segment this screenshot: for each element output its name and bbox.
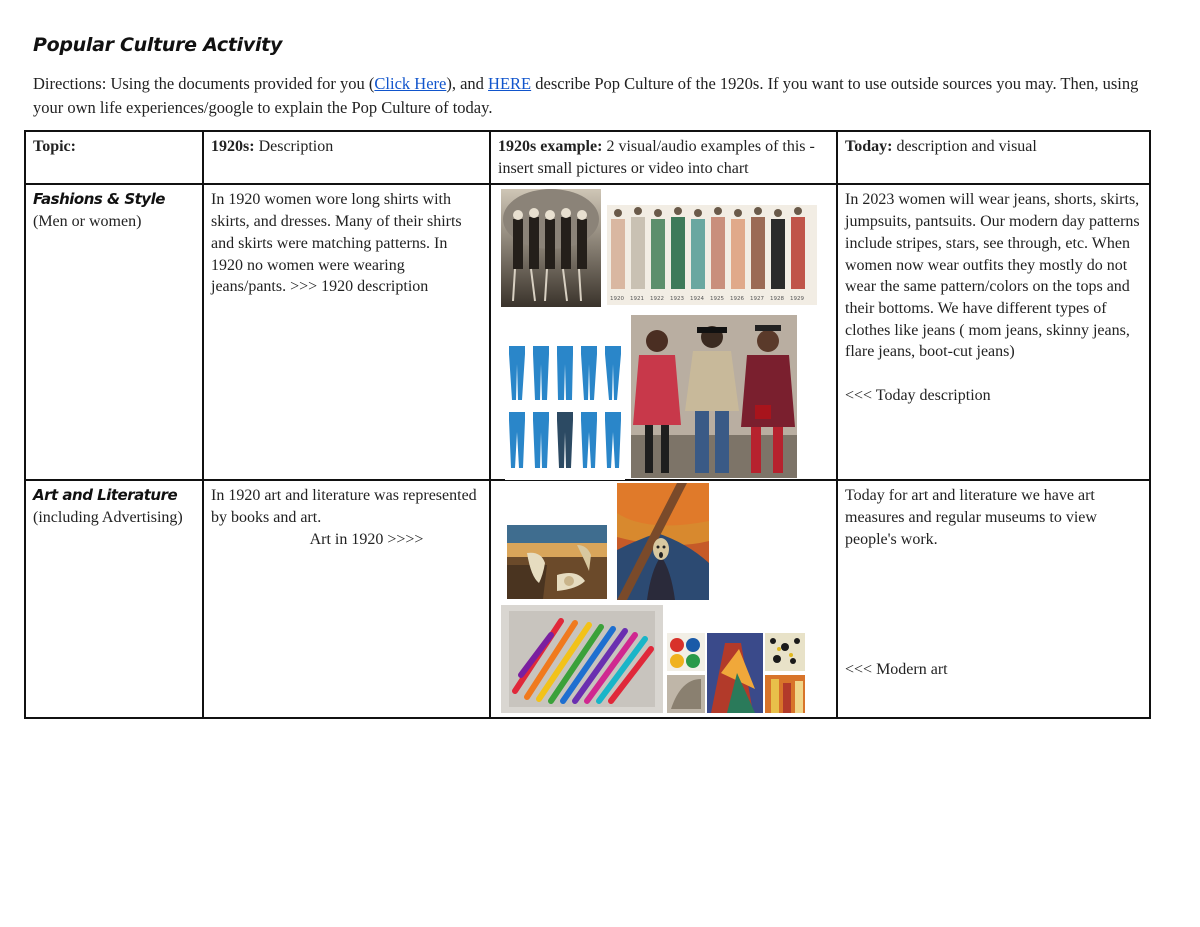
art-today-desc: Today for art and literature we have art measures and regular museums to view people's work. bbox=[845, 487, 1097, 548]
header-1920s-rest: Description bbox=[254, 138, 334, 155]
page-title: Popular Culture Activity bbox=[33, 34, 283, 56]
timeline-year-label: 1921 bbox=[630, 296, 644, 303]
art-1920-note: Art in 1920 >>>> bbox=[309, 530, 424, 548]
fashion-today-note: <<< Today description bbox=[845, 386, 991, 404]
timeline-year-label: 1924 bbox=[690, 296, 704, 303]
fashion-topic-sub: (Men or women) bbox=[33, 213, 142, 231]
scream-painting bbox=[617, 483, 709, 600]
header-today-rest: description and visual bbox=[892, 138, 1037, 155]
header-example-rest: 2 visual/audio examples of this - insert small pictures or video into chart bbox=[498, 138, 815, 177]
modern-outfits-photo bbox=[631, 315, 797, 478]
colorful-abstract-art bbox=[501, 605, 663, 713]
directions-text bbox=[33, 72, 1168, 120]
directions-part3: describe Pop Culture of the 1920s. If you want to use outside sources you may. Then, using your own life experiences/google to explain the Pop Culture of today. bbox=[33, 74, 1139, 117]
header-today bbox=[837, 131, 1150, 184]
timeline-year-label: 1923 bbox=[670, 296, 684, 303]
header-topic-label: Topic: bbox=[33, 138, 76, 155]
directions-part1: Directions: Using the documents provided for you ( bbox=[33, 74, 375, 93]
header-1920s-example bbox=[490, 131, 837, 184]
header-example-label: 1920s example: bbox=[498, 138, 603, 155]
timeline-year-label: 1922 bbox=[650, 296, 664, 303]
fashion-topic-title: Fashions & Style bbox=[33, 190, 165, 209]
table-row-art bbox=[25, 480, 1150, 718]
art-topic-cell bbox=[25, 480, 203, 718]
activity-table bbox=[24, 130, 1151, 719]
modern-art-collage bbox=[667, 633, 805, 713]
timeline-year-label: 1929 bbox=[790, 296, 804, 303]
table-row-fashion bbox=[25, 184, 1150, 480]
header-1920s-description bbox=[203, 131, 490, 184]
art-1920-desc: In 1920 art and literature was represented by books and art. bbox=[211, 487, 477, 527]
timeline-year-label: 1928 bbox=[770, 296, 784, 303]
timeline-year-label: 1925 bbox=[710, 296, 724, 303]
timeline-year-label: 1927 bbox=[750, 296, 764, 303]
fashion-today-desc: In 2023 women will wear jeans, shorts, skirts, jumpsuits, pantsuits. Our modern day patterns include stripes, stars, see through, etc. When women now wear outfits they mostly do not wear the same pattern/colors on the tops and their bottoms. We have different types of clothes like jeans ( mom jeans, skinny jeans, flare jeans, boot-cut jeans) bbox=[845, 191, 1140, 361]
flapper-dancers-photo bbox=[501, 189, 601, 307]
art-today-note: <<< Modern art bbox=[845, 660, 948, 678]
directions-part2: ), and bbox=[446, 74, 489, 93]
fashion-1920-desc: In 1920 women wore long shirts with skirts, and dresses. Many of their shirts and skirts were matching patterns. In 1920 no women were wearing jeans/pants. >>> 1920 description bbox=[211, 191, 462, 296]
header-today-label: Today: bbox=[845, 138, 893, 155]
art-today-cell bbox=[837, 480, 1150, 718]
art-topic-sub: (including Advertising) bbox=[33, 509, 183, 527]
table-header-row bbox=[25, 131, 1150, 184]
header-1920s-label: 1920s: bbox=[211, 138, 255, 155]
melting-clocks-painting bbox=[507, 525, 607, 599]
click-here-link[interactable]: Click Here bbox=[374, 74, 447, 93]
timeline-year-label: 1926 bbox=[730, 296, 744, 303]
art-example-cell bbox=[490, 480, 837, 718]
timeline-year-label: 1920 bbox=[610, 296, 624, 303]
fashion-topic-cell bbox=[25, 184, 203, 480]
header-topic bbox=[25, 131, 203, 184]
fashion-timeline-illustration bbox=[607, 205, 817, 305]
here-link[interactable]: HERE bbox=[488, 74, 532, 93]
fashion-1920-desc-cell bbox=[203, 184, 490, 480]
fashion-example-cell bbox=[490, 184, 837, 480]
art-topic-title: Art and Literature bbox=[33, 486, 178, 505]
fashion-today-cell bbox=[837, 184, 1150, 480]
jeans-styles-chart bbox=[505, 340, 625, 480]
art-1920-desc-cell bbox=[203, 480, 490, 718]
